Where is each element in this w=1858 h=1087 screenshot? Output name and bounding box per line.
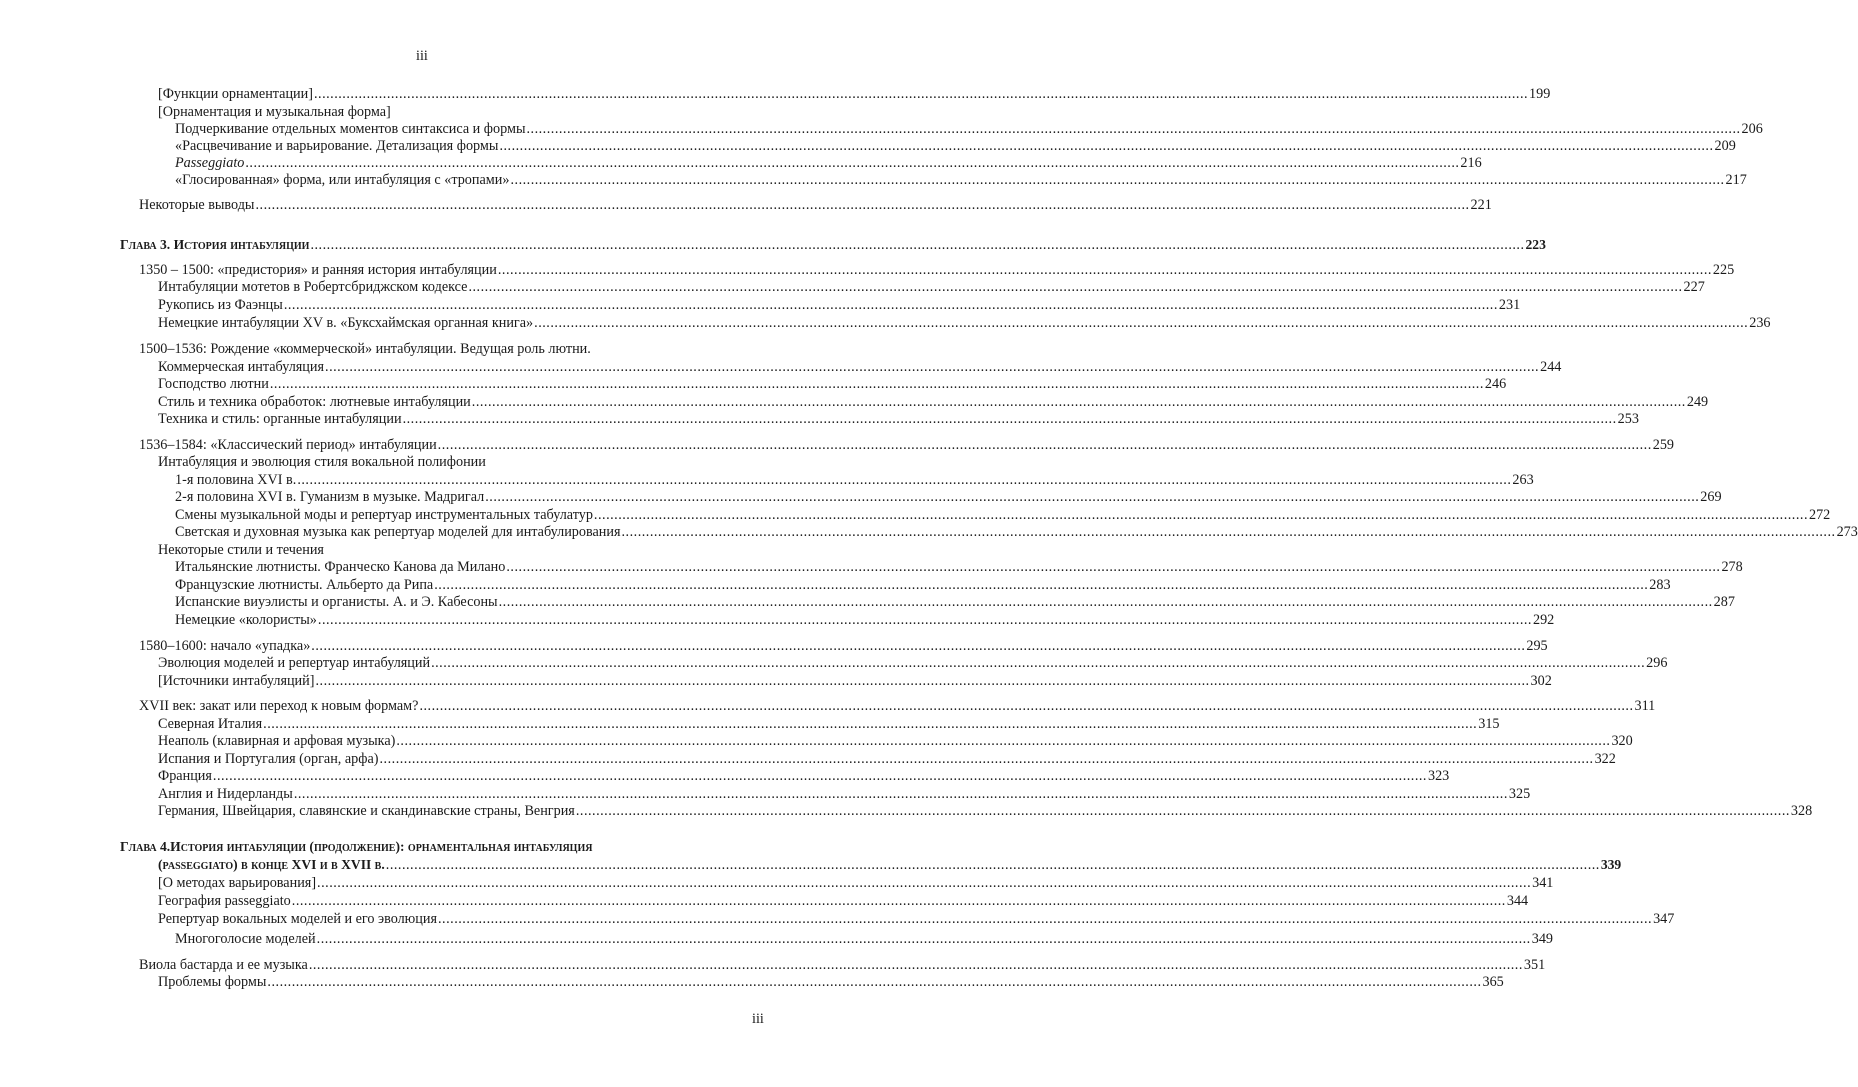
- toc-entry-title: 1350 – 1500: «предистория» и ранняя история интабуляции: [139, 262, 497, 278]
- toc-entry-title: Северная Италия: [158, 716, 263, 732]
- toc-entry-title: Коммерческая интабуляция: [158, 359, 325, 375]
- dot-leader: ............................................................................................................................................................................................................................................................................................................: [468, 279, 1683, 295]
- toc-entry: [158, 892, 1529, 910]
- toc-entry-title: Неаполь (клавирная и арфовая музыка): [158, 733, 396, 749]
- toc-entry-page: 323: [1427, 768, 1450, 784]
- dot-leader: ............................................................................................................................................................................................................................................................................................................: [291, 893, 1506, 909]
- toc-entry-page: 231: [1498, 297, 1521, 313]
- toc-entry: [139, 436, 1675, 454]
- toc-entry-page: 263: [1512, 472, 1534, 488]
- dot-leader: ............................................................................................................................................................................................................................................................................................................: [471, 394, 1686, 410]
- toc-entry-page: 244: [1540, 359, 1562, 375]
- toc-entry-title: География passeggiato: [158, 893, 291, 909]
- toc-entry: [158, 103, 391, 121]
- toc-entry: [175, 611, 1555, 629]
- dot-leader: ............................................................................................................................................................................................................................................................................................................: [212, 768, 1427, 784]
- toc-entry: [175, 506, 1831, 524]
- toc-entry: [158, 856, 1622, 874]
- dot-leader: ............................................................................................................................................................................................................................................................................................................: [419, 698, 1634, 714]
- toc-entry-page: 269: [1700, 489, 1722, 505]
- toc-entry: [175, 171, 1747, 189]
- toc-entry: [158, 715, 1500, 733]
- toc-entry-page: 344: [1506, 893, 1529, 909]
- toc-entry: [175, 120, 1763, 138]
- dot-leader: ............................................................................................................................................................................................................................................................................................................: [313, 86, 1529, 102]
- toc-entry-page: 225: [1712, 262, 1735, 278]
- dot-leader: ............................................................................................................................................................................................................................................................................................................: [283, 297, 1498, 313]
- toc-entry-page: 206: [1741, 121, 1763, 137]
- toc-entry-title: Англия и Нидерланды: [158, 786, 293, 802]
- dot-leader: ............................................................................................................................................................................................................................................................................................................: [402, 411, 1617, 427]
- toc-entry: [158, 85, 1551, 103]
- dot-leader: ............................................................................................................................................................................................................................................................................................................: [385, 857, 1600, 873]
- dot-leader: ............................................................................................................................................................................................................................................................................................................: [506, 559, 1721, 575]
- dot-leader: ............................................................................................................................................................................................................................................................................................................: [593, 507, 1808, 523]
- toc-entry-page: 292: [1532, 612, 1555, 628]
- toc-entry-page: 216: [1460, 155, 1482, 171]
- toc-entry-page: 287: [1713, 594, 1735, 610]
- toc-entry-page: 320: [1611, 733, 1633, 749]
- toc-entry-page: 223: [1525, 237, 1546, 252]
- toc-entry: [175, 576, 1671, 594]
- toc-entry: [139, 697, 1656, 715]
- dot-leader: ............................................................................................................................................................................................................................................................................................................: [621, 524, 1836, 540]
- toc-entry-page: 253: [1617, 411, 1639, 427]
- toc-entry-title: Стиль и техника обработок: лютневые интабуляции: [158, 394, 471, 410]
- toc-entry-page: 209: [1714, 138, 1736, 154]
- dot-leader: ............................................................................................................................................................................................................................................................................................................: [311, 638, 1526, 654]
- dot-leader: ............................................................................................................................................................................................................................................................................................................: [434, 577, 1649, 593]
- dot-leader: ............................................................................................................................................................................................................................................................................................................: [499, 138, 1714, 154]
- toc-entry-title: (passeggiato) в конце XVI и в XVII в.: [158, 857, 385, 872]
- toc-entry-title: Итальянские лютнисты. Франческо Канова да Милано: [175, 559, 506, 575]
- toc-entry-page: 315: [1478, 716, 1500, 732]
- toc-entry-page: 249: [1686, 394, 1709, 410]
- dot-leader: ............................................................................................................................................................................................................................................................................................................: [498, 594, 1713, 610]
- toc-entry-page: 349: [1531, 931, 1553, 947]
- dot-leader: ............................................................................................................................................................................................................................................................................................................: [534, 315, 1749, 331]
- toc-entry-page: 283: [1649, 577, 1671, 593]
- toc-entry-page: 259: [1652, 437, 1675, 453]
- toc-entry-page: 351: [1523, 957, 1546, 973]
- toc-entry-page: 246: [1484, 376, 1507, 392]
- toc-entry-title: Рукопись из Фаэнцы: [158, 297, 283, 313]
- dot-leader: ............................................................................................................................................................................................................................................................................................................: [497, 262, 1712, 278]
- toc-entry-page: 221: [1470, 197, 1492, 213]
- toc-entry: [158, 314, 1771, 332]
- toc-entry-title: «Глосированная» форма, или интабуляция с «тропами»: [175, 172, 510, 188]
- toc-entry-title: Техника и стиль: органные интабуляции: [158, 411, 402, 427]
- dot-leader: ............................................................................................................................................................................................................................................................................................................: [316, 931, 1531, 947]
- toc-entry-title: 1500–1536: Рождение «коммерческой» интабуляции. Ведущая роль лютни.: [139, 341, 591, 357]
- dot-leader: ............................................................................................................................................................................................................................................................................................................: [438, 911, 1653, 927]
- toc-entry-page: 227: [1683, 279, 1705, 295]
- toc-entry-title: Глава 4.История интабуляции (продолжение): орнаментальная интабуляция: [120, 839, 593, 854]
- dot-leader: ............................................................................................................................................................................................................................................................................................................: [263, 716, 1478, 732]
- toc-entry-page: 272: [1808, 507, 1831, 523]
- toc-entry: [158, 393, 1709, 411]
- toc-entry: [158, 973, 1504, 991]
- toc-entry: [175, 930, 1553, 948]
- dot-leader: ............................................................................................................................................................................................................................................................................................................: [485, 489, 1700, 505]
- toc-entry: [175, 558, 1743, 576]
- toc-entry-title: Глава 3. История интабуляции: [120, 237, 310, 252]
- toc-entry-page: 199: [1529, 86, 1551, 102]
- toc-entry-title: Светская и духовная музыка как репертуар моделей для интабулирования: [175, 524, 621, 540]
- dot-leader: ............................................................................................................................................................................................................................................................................................................: [575, 803, 1790, 819]
- toc-entry-title: Интабуляции мотетов в Робертсбриджском кодексе: [158, 279, 468, 295]
- toc-entry-title: «Расцвечивание и варьирование. Детализация формы: [175, 138, 499, 154]
- toc-entry: [158, 910, 1675, 928]
- toc-entry: [139, 340, 591, 358]
- toc-entry: [158, 874, 1554, 892]
- toc-entry-title: XVII век: закат или переход к новым формам?: [139, 698, 419, 714]
- toc-entry: [158, 750, 1616, 768]
- dot-leader: ............................................................................................................................................................................................................................................................................................................: [267, 974, 1482, 990]
- toc-entry-page: 302: [1530, 673, 1552, 689]
- toc-entry: [175, 523, 1858, 541]
- toc-entry-title: Подчеркивание отдельных моментов синтаксиса и формы: [175, 121, 526, 137]
- toc-entry-title: Франция: [158, 768, 212, 784]
- dot-leader: ............................................................................................................................................................................................................................................................................................................: [310, 237, 1525, 253]
- toc-entry: [158, 802, 1813, 820]
- dot-leader: ............................................................................................................................................................................................................................................................................................................: [317, 612, 1532, 628]
- toc-entry: [158, 672, 1552, 690]
- toc-entry-page: 328: [1790, 803, 1813, 819]
- toc-entry-title: Репертуар вокальных моделей и его эволюция: [158, 911, 437, 927]
- toc-entry-title: Passeggiato: [175, 155, 245, 171]
- toc-entry: [158, 375, 1507, 393]
- toc-entry: [158, 278, 1705, 296]
- toc-entry-title: Интабуляция и эволюция стиля вокальной полифонии: [158, 454, 486, 470]
- toc-entry: [139, 196, 1492, 214]
- toc-entry-title: Немецкие интабуляции XV в. «Буксхаймская органная книга»: [158, 315, 534, 331]
- toc-entry-page: 311: [1634, 698, 1656, 714]
- dot-leader: ............................................................................................................................................................................................................................................................................................................: [255, 197, 1470, 213]
- toc-entry-title: [Функции орнаментации]: [158, 86, 313, 102]
- dot-leader: ............................................................................................................................................................................................................................................................................................................: [245, 155, 1460, 171]
- toc-entry: [139, 637, 1548, 655]
- toc-entry-page: 325: [1508, 786, 1531, 802]
- toc-entry-title: Французские лютнисты. Альберто да Рипа: [175, 577, 434, 593]
- toc-entry-title: Немецкие «колористы»: [175, 612, 317, 628]
- dot-leader: ............................................................................................................................................................................................................................................................................................................: [308, 957, 1523, 973]
- toc-entry-title: Некоторые выводы: [139, 197, 255, 213]
- toc-entry-title: Испания и Португалия (орган, арфа): [158, 751, 379, 767]
- toc-entry-page: 365: [1482, 974, 1504, 990]
- toc-entry: [158, 410, 1639, 428]
- toc-entry-title: [О методах варьирования]: [158, 875, 317, 891]
- dot-leader: ............................................................................................................................................................................................................................................................................................................: [269, 376, 1484, 392]
- toc-entry-page: 347: [1653, 911, 1675, 927]
- toc-entry: [158, 541, 324, 559]
- toc-entry-page: 236: [1749, 315, 1771, 331]
- toc-entry: [158, 785, 1531, 803]
- toc-entry: [158, 358, 1562, 376]
- toc-entry-title: 2-я половина XVI в. Гуманизм в музыке. Мадригал: [175, 489, 485, 505]
- toc-entry: [120, 236, 1546, 254]
- dot-leader: ............................................................................................................................................................................................................................................................................................................: [526, 121, 1741, 137]
- dot-leader: ............................................................................................................................................................................................................................................................................................................: [297, 472, 1512, 488]
- toc-entry: [175, 471, 1534, 489]
- toc-entry-title: Виола бастарда и ее музыка: [139, 957, 308, 973]
- toc-entry-page: 273: [1836, 524, 1858, 540]
- toc-entry: [175, 154, 1482, 172]
- toc-entry-title: Проблемы формы: [158, 974, 267, 990]
- footer-page-number: iii: [752, 1011, 764, 1027]
- dot-leader: ............................................................................................................................................................................................................................................................................................................: [317, 875, 1532, 891]
- toc-entry: [175, 137, 1736, 155]
- toc-entry-page: 341: [1532, 875, 1554, 891]
- dot-leader: ............................................................................................................................................................................................................................................................................................................: [325, 359, 1540, 375]
- toc-entry: [158, 767, 1450, 785]
- toc-entry: [158, 453, 486, 471]
- toc-entry: [139, 956, 1546, 974]
- dot-leader: ............................................................................................................................................................................................................................................................................................................: [315, 673, 1530, 689]
- toc-entry-title: Эволюция моделей и репертуар интабуляций: [158, 655, 431, 671]
- toc-entry-title: [Орнаментация и музыкальная форма]: [158, 104, 391, 120]
- toc-entry: [139, 261, 1735, 279]
- dot-leader: ............................................................................................................................................................................................................................................................................................................: [437, 437, 1652, 453]
- toc-entry-title: Германия, Швейцария, славянские и скандинавские страны, Венгрия: [158, 803, 575, 819]
- toc-entry-title: Господство лютни: [158, 376, 269, 392]
- toc-entry-page: 296: [1646, 655, 1668, 671]
- toc-entry-page: 217: [1725, 172, 1747, 188]
- toc-entry: [175, 488, 1722, 506]
- toc-entry: [120, 838, 592, 856]
- toc-entry: [158, 296, 1521, 314]
- toc-entry-title: [Источники интабуляций]: [158, 673, 315, 689]
- toc-entry-page: 278: [1721, 559, 1743, 575]
- dot-leader: ............................................................................................................................................................................................................................................................................................................: [396, 733, 1611, 749]
- toc-entry-title: 1580–1600: начало «упадка»: [139, 638, 311, 654]
- dot-leader: ............................................................................................................................................................................................................................................................................................................: [510, 172, 1725, 188]
- toc-entry-title: Испанские виуэлисты и органисты. А. и Э. Кабесоны: [175, 594, 498, 610]
- dot-leader: ............................................................................................................................................................................................................................................................................................................: [431, 655, 1646, 671]
- toc-entry-title: 1536–1584: «Классический период» интабуляции: [139, 437, 437, 453]
- toc-entry: [175, 593, 1735, 611]
- toc-entry-title: Смены музыкальной моды и репертуар инструментальных табулатур: [175, 507, 593, 523]
- dot-leader: ............................................................................................................................................................................................................................................................................................................: [293, 786, 1508, 802]
- toc-entry: [158, 732, 1633, 750]
- toc-entry: [158, 654, 1668, 672]
- dot-leader: ............................................................................................................................................................................................................................................................................................................: [379, 751, 1594, 767]
- toc-entry-title: Многоголосие моделей: [175, 931, 316, 947]
- toc-entry-title: Некоторые стили и течения: [158, 542, 324, 558]
- toc-entry-title: 1-я половина XVI в.: [175, 472, 297, 488]
- header-page-number: iii: [416, 48, 428, 64]
- toc-entry-page: 295: [1526, 638, 1548, 654]
- toc-entry-page: 322: [1594, 751, 1616, 767]
- toc-entry-page: 339: [1600, 857, 1622, 872]
